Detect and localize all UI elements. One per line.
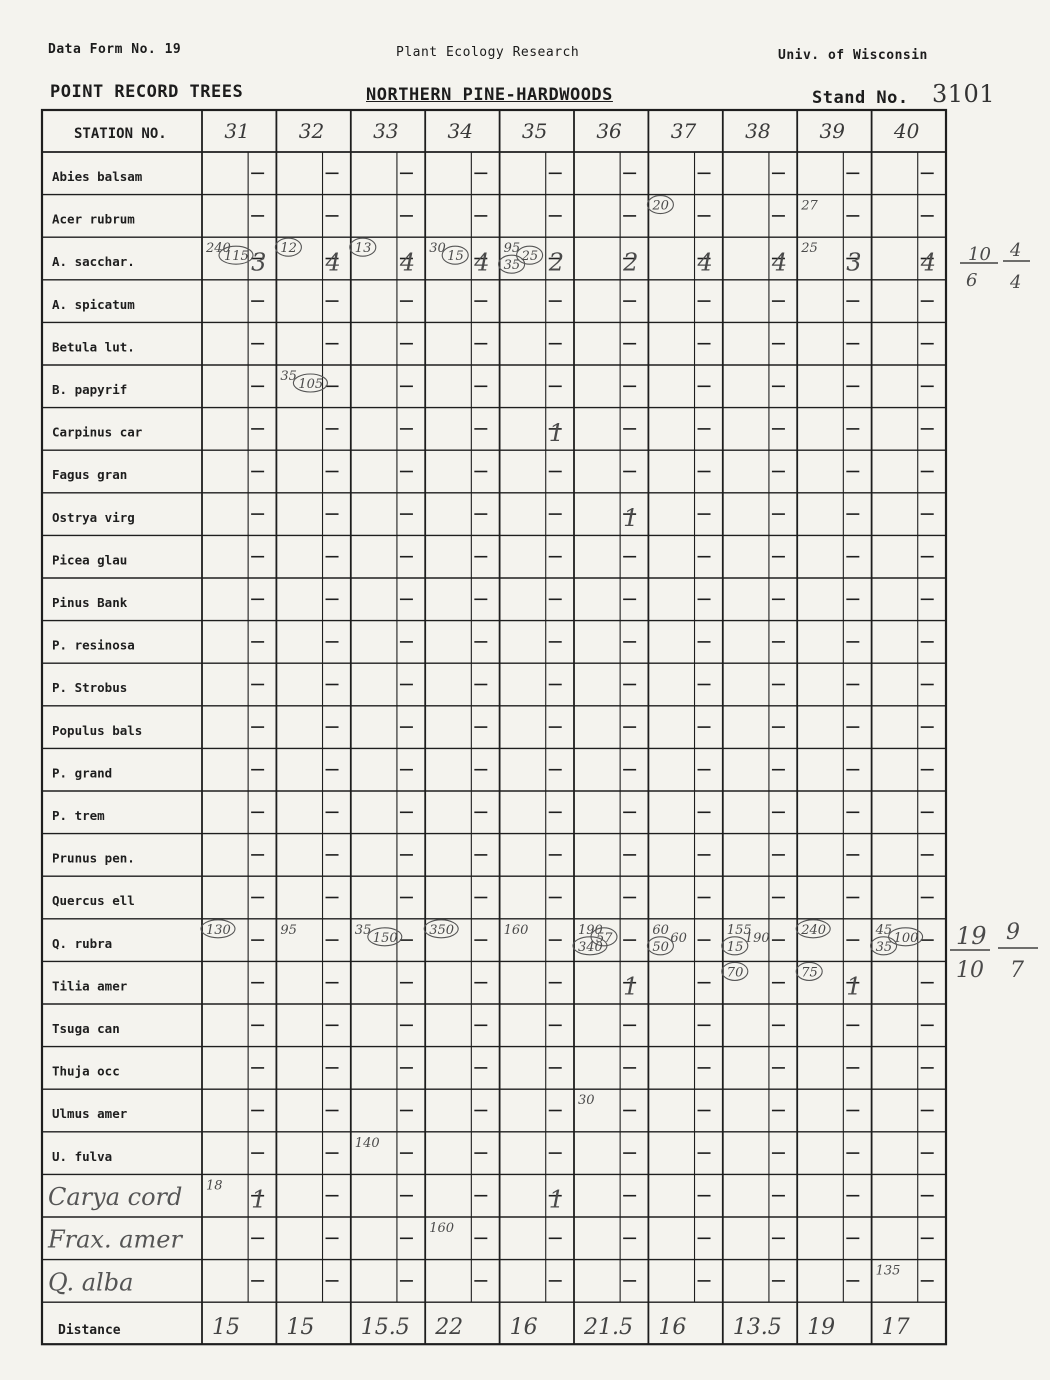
tree-entry: 100 xyxy=(893,930,919,946)
distance-value: 15.5 xyxy=(360,1315,410,1341)
tree-entry: 2 xyxy=(623,248,639,277)
species-label: Q. rubra xyxy=(52,935,113,951)
margin-fraction-rubra-b-den: 7 xyxy=(1010,958,1024,983)
species-label: Abies balsam xyxy=(52,168,143,184)
species-label: Pinus Bank xyxy=(52,594,128,610)
tree-entry: 18 xyxy=(206,1178,223,1194)
tree-entry: 2 xyxy=(548,248,564,277)
distance-label: Distance xyxy=(58,1323,121,1339)
stand-label: Stand No. xyxy=(812,88,909,108)
distance-value: 19 xyxy=(807,1315,836,1341)
tree-entry: 190 xyxy=(744,930,770,946)
tree-entry: 3 xyxy=(251,248,267,277)
margin-fraction-rubra-a-den: 10 xyxy=(956,958,984,983)
tree-entry: 25 xyxy=(521,249,539,265)
tree-entry: 35 xyxy=(354,922,372,938)
station-number: 33 xyxy=(373,119,399,143)
species-label: Betula lut. xyxy=(52,339,135,355)
station-number: 40 xyxy=(893,119,920,143)
tree-entry: 1 xyxy=(623,972,639,1001)
margin-fraction-rubra-a-num: 19 xyxy=(956,922,987,950)
research-label: Plant Ecology Research xyxy=(396,45,580,60)
tree-entry: 1 xyxy=(251,1185,267,1214)
species-label: Tsuga can xyxy=(52,1020,120,1036)
tree-entry: 25 xyxy=(801,241,818,257)
tree-entry: 1 xyxy=(548,1185,564,1214)
tree-entry: 70 xyxy=(726,965,744,981)
tree-entry: 95 xyxy=(503,241,521,257)
margin-fraction-sacchar-b-den: 4 xyxy=(1010,272,1022,293)
tree-entry: 240 xyxy=(801,922,827,938)
forest-type: NORTHERN PINE-HARDWOODS xyxy=(366,85,613,105)
species-label: P. Strobus xyxy=(52,680,128,696)
form-number: Data Form No. 19 xyxy=(48,42,182,57)
tree-entry: 60 xyxy=(652,922,669,938)
species-label-handwritten: Carya cord xyxy=(48,1183,183,1212)
species-label-handwritten: Frax. amer xyxy=(48,1225,182,1254)
stand-number: 3101 xyxy=(932,80,996,108)
tree-entry: 155 xyxy=(726,922,752,938)
species-label: Quercus ell xyxy=(52,893,135,909)
tree-entry: 4 xyxy=(474,248,490,277)
species-label: Tilia amer xyxy=(52,978,128,994)
species-label: B. papyrif xyxy=(52,381,128,397)
tree-entry: 12 xyxy=(280,241,297,257)
tree-entry: 130 xyxy=(206,922,231,938)
tree-entry: 95 xyxy=(280,922,297,938)
tree-entry: 190 xyxy=(578,922,603,938)
station-number: 36 xyxy=(596,119,622,143)
tree-entry: 20 xyxy=(652,198,669,214)
species-label: P. trem xyxy=(52,807,105,823)
tree-entry: 30 xyxy=(429,241,446,257)
station-number: 37 xyxy=(670,119,697,143)
station-number: 34 xyxy=(447,119,473,143)
tree-entry: 4 xyxy=(697,248,713,277)
tree-entry: 150 xyxy=(372,930,398,946)
distance-value: 16 xyxy=(658,1315,687,1341)
species-label: A. spicatum xyxy=(52,296,135,312)
tree-entry: 50 xyxy=(652,939,669,955)
species-label: U. fulva xyxy=(52,1148,113,1164)
species-label: Ulmus amer xyxy=(52,1106,128,1122)
tree-entry: 1 xyxy=(623,504,639,533)
station-number: 31 xyxy=(224,119,250,143)
tree-entry: 15 xyxy=(447,249,464,265)
species-label: Populus bals xyxy=(52,722,143,738)
species-label: Acer rubrum xyxy=(52,211,135,227)
station-number: 38 xyxy=(745,119,771,143)
tree-entry: 57 xyxy=(596,930,613,946)
tree-entry: 160 xyxy=(429,1221,455,1236)
distance-value: 22 xyxy=(435,1315,464,1341)
margin-fraction-rubra-b-num: 9 xyxy=(1006,920,1020,945)
tree-entry: 13 xyxy=(354,241,372,257)
tree-entry: 1 xyxy=(846,972,862,1001)
tree-entry: 30 xyxy=(578,1093,595,1109)
station-number: 39 xyxy=(819,119,845,143)
species-label: Ostrya virg xyxy=(52,509,135,525)
tree-entry: 45 xyxy=(875,922,893,938)
tree-entry: 60 xyxy=(670,930,687,946)
tree-entry: 3 xyxy=(846,248,862,277)
tree-entry: 4 xyxy=(325,248,341,277)
tree-entry: 27 xyxy=(801,198,818,214)
station-number: 35 xyxy=(521,119,548,143)
species-label: Carpinus car xyxy=(52,424,143,440)
margin-fraction-sacchar-a-num: 10 xyxy=(968,244,991,265)
tree-entry: 140 xyxy=(354,1135,380,1151)
tree-entry: 1 xyxy=(548,418,564,447)
tree-entry: 240 xyxy=(206,241,231,257)
tree-entry: 4 xyxy=(771,248,788,277)
tree-entry: 115 xyxy=(224,249,249,265)
distance-value: 15 xyxy=(286,1315,315,1341)
distance-value: 13.5 xyxy=(732,1315,782,1341)
tree-entry: 160 xyxy=(503,922,529,938)
tree-entry: 75 xyxy=(801,965,818,981)
university-label: Univ. of Wisconsin xyxy=(778,48,928,63)
distance-value: 16 xyxy=(509,1315,538,1341)
tree-entry: 135 xyxy=(875,1263,901,1279)
tree-entry: 105 xyxy=(298,377,324,392)
tree-entry: 35 xyxy=(280,369,297,384)
margin-fraction-sacchar-a-den: 6 xyxy=(966,270,978,291)
species-label: Prunus pen. xyxy=(52,850,135,866)
tree-entry: 35 xyxy=(503,258,521,274)
species-label: Fagus gran xyxy=(52,467,128,483)
tree-entry: 35 xyxy=(875,939,893,955)
form-title: POINT RECORD TREES xyxy=(50,82,244,102)
species-label: Thuja occ xyxy=(52,1063,120,1079)
distance-value: 21.5 xyxy=(584,1315,633,1341)
species-label-handwritten: Q. alba xyxy=(48,1268,134,1297)
margin-fraction-sacchar-b-num: 4 xyxy=(1010,240,1022,261)
table-border xyxy=(42,110,946,1344)
species-label: A. sacchar. xyxy=(52,254,135,270)
distance-value: 15 xyxy=(212,1315,240,1341)
station-number: 32 xyxy=(298,119,325,143)
species-label: P. resinosa xyxy=(52,637,135,653)
distance-value: 17 xyxy=(881,1315,910,1341)
tree-entry: 15 xyxy=(726,939,744,955)
tree-entry: 4 xyxy=(920,248,936,277)
species-label: P. grand xyxy=(52,765,113,781)
tree-entry: 340 xyxy=(578,939,603,955)
tree-entry: 4 xyxy=(399,248,416,277)
station-header-label: STATION NO. xyxy=(74,126,167,142)
species-label: Picea glau xyxy=(52,552,128,568)
tree-entry: 350 xyxy=(429,922,455,938)
